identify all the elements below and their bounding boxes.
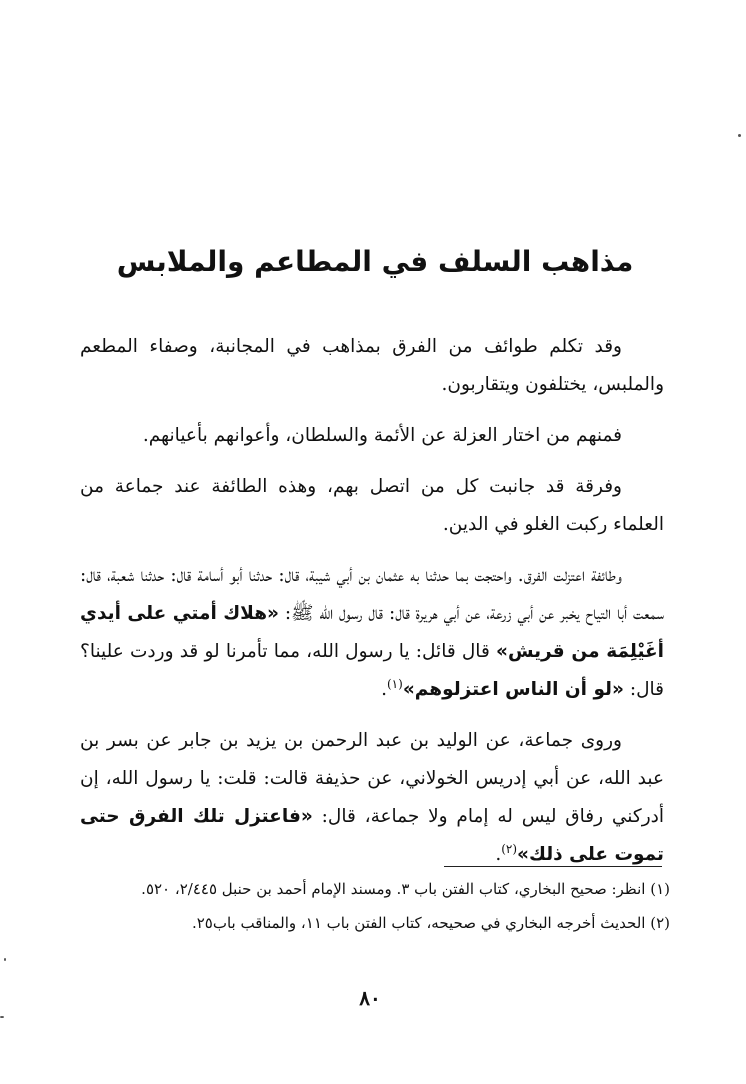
footnote-2: (٢) الحديث أخرجه البخاري في صحيحه، كتاب الفتن باب ١١، والمناقب باب٢٥. <box>191 914 670 932</box>
footnote-1: (١) انظر: صحيح البخاري، كتاب الفتن باب ٣. ومسند الإمام أحمد بن حنبل ٢/٤٤٥، ٥٢٠. <box>141 880 670 898</box>
paragraph-4-text-2: قال قائل: يا رسول الله، مما تأمرنا لو قد وردت علينا؟ قال: <box>80 641 664 700</box>
paragraph-5-text-1: وروى جماعة، عن الوليد بن عبد الرحمن بن يزيد بن جابر عن بسر بن عبد الله، عن أبي إدريس الخولاني، عن حذيفة قالت: قلت: يا رسول الله، إن أدركني رفاق ليس له إمام ولا جماعة، قال: <box>80 730 664 827</box>
page-number: ٨٠ <box>359 986 381 1010</box>
scan-speck <box>738 134 741 137</box>
paragraph-4 <box>80 557 664 709</box>
hadith-quote-2: «لو أن الناس اعتزلوهم» <box>402 679 624 700</box>
scan-speck <box>0 1016 4 1018</box>
footnote-ref-2: (٢) <box>501 841 518 856</box>
paragraph-4-text-1: وطائفة اعتزلت الفرق. واحتجت بما حدثنا به عثمان بن أبي شيبة، قال: حدثنا أبو أسامة قال: حدثنا شعبة، قال: سمعت أبا التياح يخبر عن أبي زرعة، عن أبي هريرة قال: قال رسول الله ﷺ: <box>80 565 664 624</box>
chapter-title: مذاهب السلف في المطاعم والملابس <box>116 245 634 278</box>
footnote-divider <box>444 866 662 867</box>
main-text <box>80 328 664 887</box>
hadith-quote-3: «فاعتزل تلك الفرق حتى تموت على ذلك» <box>80 806 664 865</box>
paragraph-5 <box>80 722 664 874</box>
paragraph-3: وفرقة قد جانبت كل من اتصل بهم، وهذه الطائفة عند جماعة من العلماء ركبت الغلو في الدين. <box>80 476 664 535</box>
paragraph-2: فمنهم من اختار العزلة عن الأئمة والسلطان، وأعوانهم بأعيانهم. <box>142 425 622 446</box>
footnote-ref-1: (١) <box>386 676 403 691</box>
paragraph-5-end: . <box>495 844 502 865</box>
footnotes <box>60 874 670 942</box>
paragraph-1: وقد تكلم طوائف من الفرق بمذاهب في المجانبة، وصفاء المطعم والملبس، يختلفون ويتقاربون. <box>80 336 664 395</box>
hadith-quote-1: «هلاك أمتي على أيدي أغَيْلِمَة من قريش» <box>80 603 664 662</box>
scan-speck <box>4 958 6 961</box>
paragraph-4-end: . <box>381 679 387 700</box>
